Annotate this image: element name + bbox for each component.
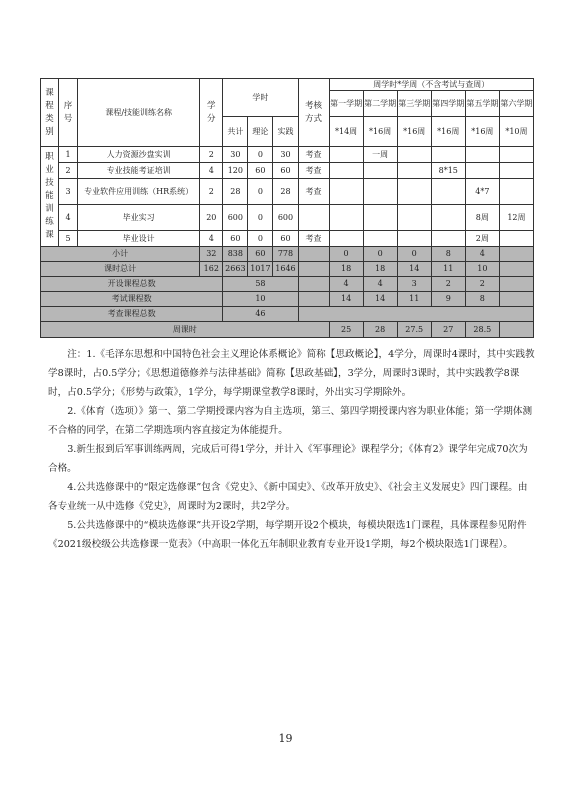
exam-count-t2: 14 (363, 292, 397, 307)
check-count-label: 考查课程总数 (41, 307, 223, 322)
cell-seq: 1 (59, 147, 78, 163)
cell-t3 (397, 147, 431, 163)
header-exam-mode: 考核方式 (298, 79, 329, 147)
grand-total-total: 2663 (223, 262, 248, 277)
subtotal-exam (298, 247, 329, 262)
cell-theory: 0 (248, 231, 273, 247)
open-count-label: 开设课程总数 (41, 277, 223, 292)
note-1: 注：1.《毛泽东思想和中国特色社会主义理论体系概论》简称【思政概论】，4学分，周课时4课时，其中实践教学8课时，占0.5学分；《思想道德修养与法律基础》简称【思政基础】，3学分，周课时3课时，其中实践教学8课时，占0.5学分；《形势与政策》，1学分，每学期课堂教学8课时，外出实习学期除外。 (48, 349, 535, 398)
exam-count-t3: 11 (397, 292, 431, 307)
cell-seq: 3 (59, 179, 78, 205)
cell-t3 (397, 231, 431, 247)
cell-t2 (363, 205, 397, 231)
cell-seq: 4 (59, 205, 78, 231)
open-count-t6 (499, 277, 533, 292)
cell-exam: 考查 (298, 179, 329, 205)
header-weeks-6: *10周 (499, 117, 533, 147)
cell-total: 600 (223, 205, 248, 231)
weekly-hours-t4: 27 (431, 322, 465, 338)
cell-name: 专业软件应用训练（HR系统） (78, 179, 200, 205)
subtotal-t2: 0 (363, 247, 397, 262)
weekly-hours-label: 周课时 (41, 322, 330, 338)
table-row (41, 205, 534, 231)
exam-count-t6 (499, 292, 533, 307)
cell-t4 (431, 147, 465, 163)
cell-total: 30 (223, 147, 248, 163)
header-row-1 (41, 79, 534, 91)
cell-practice: 60 (273, 163, 298, 179)
open-count-t1: 4 (329, 277, 363, 292)
cell-t6 (499, 179, 533, 205)
cell-t2 (363, 163, 397, 179)
grand-total-t4: 11 (431, 262, 465, 277)
cell-t1 (329, 163, 363, 179)
cell-t2: 一周 (363, 147, 397, 163)
cell-name: 毕业设计 (78, 231, 200, 247)
header-term-5: 第五学期 (465, 91, 499, 117)
exam-count-exam (298, 292, 329, 307)
header-category: 课程类别 (41, 79, 59, 147)
header-theory: 理论 (248, 117, 273, 147)
exam-count-t1: 14 (329, 292, 363, 307)
header-hours: 学时 (223, 79, 298, 117)
course-schedule-table (40, 78, 534, 338)
cell-exam: 考查 (298, 147, 329, 163)
cell-total: 60 (223, 231, 248, 247)
cell-credits: 2 (200, 179, 223, 205)
cell-t1 (329, 231, 363, 247)
subtotal-row (41, 247, 534, 262)
cell-t5: 4*7 (465, 179, 499, 205)
header-total: 共计 (223, 117, 248, 147)
cell-t4 (431, 231, 465, 247)
exam-count-value: 10 (223, 292, 298, 307)
table-row (41, 147, 534, 163)
open-count-t3: 3 (397, 277, 431, 292)
header-seq: 序号 (59, 79, 78, 147)
subtotal-t4: 8 (431, 247, 465, 262)
subtotal-theory: 60 (248, 247, 273, 262)
header-term-1: 第一学期 (329, 91, 363, 117)
cell-theory: 0 (248, 147, 273, 163)
cell-total: 120 (223, 163, 248, 179)
cell-t3 (397, 205, 431, 231)
page-number: 19 (278, 732, 293, 745)
grand-total-practice: 1646 (273, 262, 298, 277)
cell-theory: 0 (248, 205, 273, 231)
cell-credits: 20 (200, 205, 223, 231)
weekly-hours-t3: 27.5 (397, 322, 431, 338)
notes-section (48, 345, 536, 554)
cell-practice: 60 (273, 231, 298, 247)
subtotal-practice: 778 (273, 247, 298, 262)
cell-t1 (329, 147, 363, 163)
cell-exam: 考查 (298, 163, 329, 179)
cell-t6 (499, 231, 533, 247)
cell-t4: 8*15 (431, 163, 465, 179)
cell-t1 (329, 179, 363, 205)
grand-total-label: 课时总计 (41, 262, 200, 277)
exam-count-label: 考试课程数 (41, 292, 223, 307)
table-row (41, 179, 534, 205)
cell-t3 (397, 163, 431, 179)
subtotal-t3: 0 (397, 247, 431, 262)
header-weeks-5: *16周 (465, 117, 499, 147)
note-3: 3.新生报到后军事训练两周，完成后可得1学分，并计入《军事理论》课程学分；《体育2》课学年完成70次为合格。 (48, 444, 528, 474)
category-cell: 职业技能训练课 (41, 147, 59, 247)
cell-t5: 2周 (465, 231, 499, 247)
grand-total-t5: 10 (465, 262, 499, 277)
cell-total: 28 (223, 179, 248, 205)
cell-t6 (499, 147, 533, 163)
exam-count-t4: 9 (431, 292, 465, 307)
table-row (41, 231, 534, 247)
cell-credits: 2 (200, 147, 223, 163)
check-count-blank (298, 307, 534, 322)
cell-t5: 8周 (465, 205, 499, 231)
header-weeks-4: *16周 (431, 117, 465, 147)
cell-credits: 4 (200, 231, 223, 247)
subtotal-label: 小计 (41, 247, 200, 262)
header-weeks-3: *16周 (397, 117, 431, 147)
subtotal-t6 (499, 247, 533, 262)
open-count-row (41, 277, 534, 292)
weekly-hours-t2: 28 (363, 322, 397, 338)
table-row (41, 163, 534, 179)
note-2: 2.《体育（选项）》第一、第二学期授课内容为自主选项，第三、第四学期授课内容为职业体能；第一学期体测不合格的同学，在第二学期选项内容直接定为体能提升。 (48, 406, 533, 436)
cell-theory: 0 (248, 179, 273, 205)
grand-total-t1: 18 (329, 262, 363, 277)
header-course-name: 课程/技能训练名称 (78, 79, 200, 147)
subtotal-t1: 0 (329, 247, 363, 262)
cell-t2 (363, 231, 397, 247)
check-count-row (41, 307, 534, 322)
cell-t5 (465, 147, 499, 163)
cell-practice: 600 (273, 205, 298, 231)
header-term-3: 第三学期 (397, 91, 431, 117)
cell-t2 (363, 179, 397, 205)
cell-t4 (431, 179, 465, 205)
cell-t3 (397, 179, 431, 205)
cell-practice: 30 (273, 147, 298, 163)
subtotal-t5: 4 (465, 247, 499, 262)
open-count-t5: 2 (465, 277, 499, 292)
header-weekly-title: 周学时*学周（不含考试与查周） (329, 79, 533, 91)
header-term-2: 第二学期 (363, 91, 397, 117)
cell-practice: 28 (273, 179, 298, 205)
cell-name: 专业技能考证培训 (78, 163, 200, 179)
grand-total-t3: 14 (397, 262, 431, 277)
check-count-value: 46 (223, 307, 298, 322)
cell-exam: 考查 (298, 231, 329, 247)
cell-credits: 4 (200, 163, 223, 179)
exam-count-row (41, 292, 534, 307)
note-4: 4.公共选修课中的“限定选修课”包含《党史》、《新中国史》、《改革开放史》、《社会主义发展史》四门课程。由各专业统一从中选修《党史》，周课时为2课时，共2学分。 (48, 482, 528, 512)
header-weeks-2: *16周 (363, 117, 397, 147)
weekly-hours-t6 (499, 322, 533, 338)
weekly-hours-row (41, 322, 534, 338)
cell-t4 (431, 205, 465, 231)
cell-name: 毕业实习 (78, 205, 200, 231)
grand-total-t2: 18 (363, 262, 397, 277)
subtotal-credits: 32 (200, 247, 223, 262)
open-count-t2: 4 (363, 277, 397, 292)
note-5: 5.公共选修课中的“模块选修课”共开设2学期，每学期开设2个模块，每模块限选1门课程，具体课程参见附件《2021级校级公共选修课一览表》（中高职一体化五年制职业教育专业开设1学期，每2个模块限选1门课程）。 (48, 520, 527, 550)
cell-theory: 60 (248, 163, 273, 179)
cell-t6 (499, 163, 533, 179)
open-count-t4: 2 (431, 277, 465, 292)
cell-seq: 2 (59, 163, 78, 179)
cell-name: 人力资源沙盘实训 (78, 147, 200, 163)
header-practice: 实践 (273, 117, 298, 147)
cell-t1 (329, 205, 363, 231)
weekly-hours-t5: 28.5 (465, 322, 499, 338)
cell-exam (298, 205, 329, 231)
weekly-hours-t1: 25 (329, 322, 363, 338)
grand-total-exam (298, 262, 329, 277)
grand-total-row (41, 262, 534, 277)
grand-total-t6 (499, 262, 533, 277)
grand-total-theory: 1017 (248, 262, 273, 277)
cell-t6: 12周 (499, 205, 533, 231)
header-term-6: 第六学期 (499, 91, 533, 117)
cell-seq: 5 (59, 231, 78, 247)
open-count-value: 58 (223, 277, 298, 292)
header-term-4: 第四学期 (431, 91, 465, 117)
open-count-exam (298, 277, 329, 292)
exam-count-t5: 8 (465, 292, 499, 307)
cell-t5 (465, 163, 499, 179)
header-weeks-1: *14周 (329, 117, 363, 147)
header-credits: 学分 (200, 79, 223, 147)
grand-total-credits: 162 (200, 262, 223, 277)
subtotal-total: 838 (223, 247, 248, 262)
